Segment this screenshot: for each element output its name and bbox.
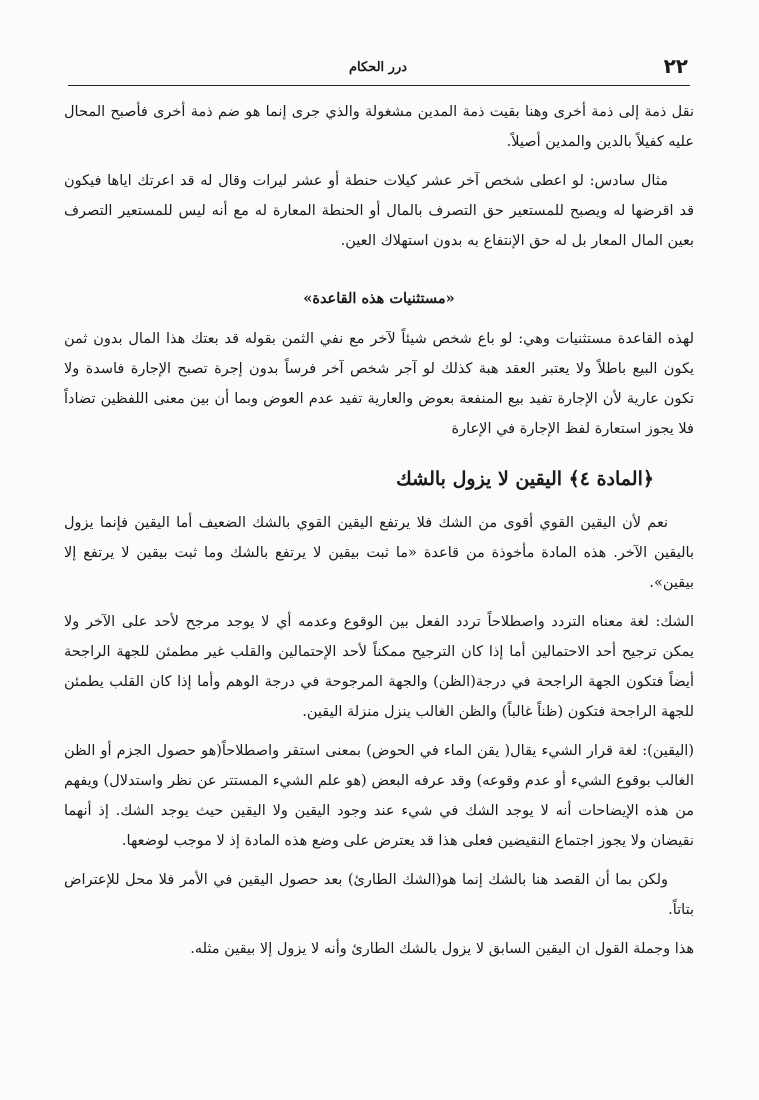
running-title: درر الحكام [348, 60, 408, 75]
paragraph-exceptions: لهذه القاعدة مستثنيات وهي: لو باع شخص شيئاً لآخر مع نفي الثمن بقوله قد بعتك هذا المال بدون ثمن يكون البيع باطلاً ولا يعتبر العقد هبة كذلك لو آجر شخص آخر فرساً بدون إجرة تصبح الإجارة فاسدة ولا تكون عارية لأن الإجارة تفيد بيع المنفعة بعوض والعارية تفيد عدم العوض وبما أن بين معنى اللفظين تضاداً فلا يجوز استعارة لفظ الإجارة في الإعارة [64, 331, 694, 437]
paragraph-continuation: نقل ذمة إلى ذمة أخرى وهنا بقيت ذمة المدين مشغولة والذي جرى إنما هو ضم ذمة أخرى فأصبح المحال عليه كفيلاً بالدين والمدين أصيلاً. [64, 104, 694, 150]
paragraph-example-six: مثال سادس: لو اعطى شخص آخر عشر كيلات حنطة أو عشر ليرات وقال له قد اعرتك اياها فيكون قد اقرضها له ويصبح للمستعير حق التصرف بالمال أو الحنطة المعارة له مع أنه ليس للمستعير التصرف بعين المال المعار بل له حق الإنتفاع به بدون استهلاك العين. [64, 173, 694, 249]
paragraph-objection-reply: ولكن بما أن القصد هنا بالشك إنما هو(الشك الطارئ) بعد حصول اليقين في الأمر فلا محل للإعتراض بتاتاً. [64, 872, 694, 918]
paragraph-conclusion: هذا وجملة القول ان اليقين السابق لا يزول بالشك الطارئ وأنه لا يزول إلا بيقين مثله. [190, 941, 694, 957]
paragraph-certainty-definition: (اليقين): لغة قرار الشيء يقال( يقن الماء في الحوض) بمعنى استقر واصطلاحاً(هو حصول الجزم أو الظن الغالب بوقوع الشيء أو عدم وقوعه) وقد عرفه البعض (هو علم الشيء المستتر عن نظر واستدلال) ويفهم من هذه الإيضاحات أنه لا يوجد الشك في شيء عند وجود اليقين ولا اليقين حيث يوجد الشك. إذ أنهما نقيضان ولا يجوز اجتماع النقيضين فعلى هذا قد يعترض على وضع هذه المادة إذ لا موجب لوضعها. [64, 743, 694, 849]
page-header [68, 54, 688, 82]
paragraph-article-explanation: نعم لأن اليقين القوي أقوى من الشك فلا يرتفع اليقين القوي بالشك الضعيف أما اليقين فإنما يزول باليقين الآخر. هذه المادة مأخوذة من قاعدة «ما ثبت بيقين لا يرتفع بالشك وما ثبت بيقين لا يرتفع إلا بيقين». [64, 515, 694, 591]
paragraph-doubt-definition: الشك: لغة معناه التردد واصطلاحاً تردد الفعل بين الوقوع وعدمه أي لا يوجد مرجح لأحد على الآخر ولا يمكن ترجيح أحد الاحتمالين أما إذا كان الترجيح ممكناً لأحد الإحتمالين والقلب غير مطمئن للجهة الراجحة أيضاً فتكون الجهة الراجحة في درجة(الظن) والجهة المرجوحة في درجة الوهم وأما إذا كان القلب يطمئن للجهة الراجحة فتكون (ظناً غالباً) والظن الغالب ينزل منزلة اليقين. [64, 614, 694, 720]
header-rule [68, 85, 690, 86]
page-number: ٢٢ [663, 54, 688, 78]
section-heading: «مستثنيات هذه القاعدة» [303, 290, 455, 307]
page-body [64, 97, 694, 973]
article-heading: ﴿المادة ٤﴾ اليقين لا يزول بالشك [396, 468, 654, 490]
